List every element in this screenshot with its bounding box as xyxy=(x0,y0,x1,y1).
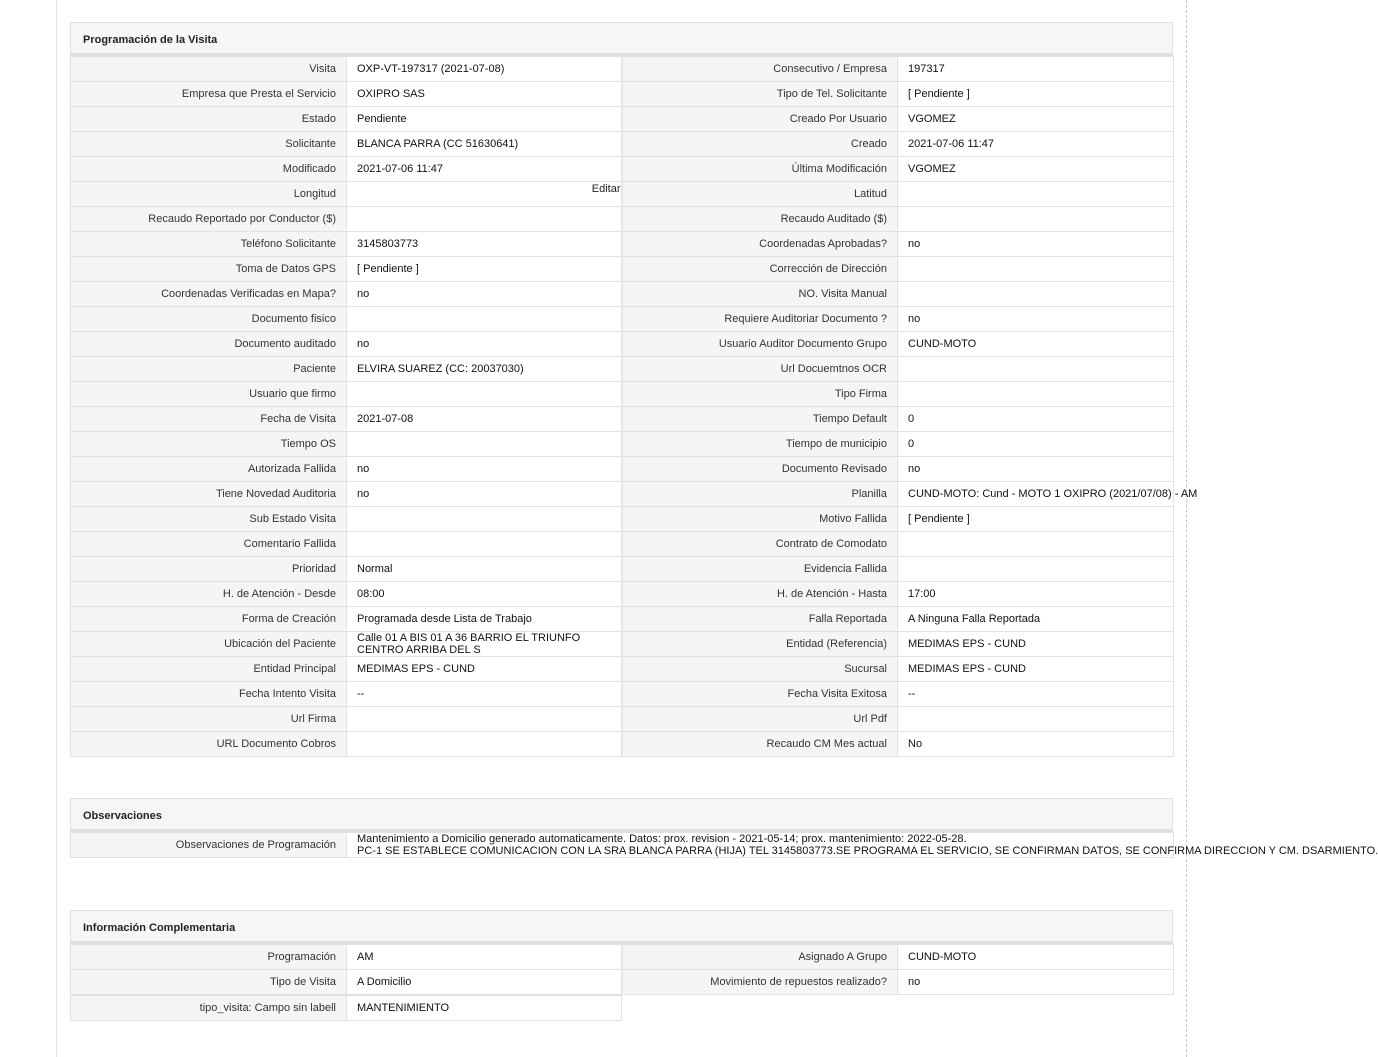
field-value-text: 2021-07-06 11:47 xyxy=(908,138,995,150)
field-value-text: 3145803773 xyxy=(357,238,419,250)
table-row xyxy=(71,607,1174,632)
field-label xyxy=(622,257,898,282)
field-value-text: -- xyxy=(908,688,916,700)
field-label-text: Tipo de Visita xyxy=(269,976,336,988)
field-label xyxy=(71,232,347,257)
field-label xyxy=(622,582,898,607)
field-label-text: Última Modificación xyxy=(791,163,887,175)
field-label xyxy=(622,307,898,332)
field-value xyxy=(898,507,1174,532)
field-value xyxy=(898,557,1174,582)
field-value-text: A Ninguna Falla Reportada xyxy=(908,613,1041,625)
field-value xyxy=(898,632,1174,657)
field-value xyxy=(347,132,622,157)
field-label-text: Programación xyxy=(267,951,336,963)
field-label-text: Prioridad xyxy=(291,563,336,575)
field-value-text: 2021-07-08 xyxy=(357,413,414,425)
field-label-text: Autorizada Fallida xyxy=(247,463,336,475)
field-label-text: Toma de Datos GPS xyxy=(235,263,336,275)
table-row xyxy=(71,407,1174,432)
table-row xyxy=(71,682,1174,707)
page-left-border xyxy=(56,0,57,1057)
field-value xyxy=(898,532,1174,557)
table-row xyxy=(71,833,1174,858)
field-label-text: Tiempo Default xyxy=(812,413,887,425)
field-value-text: CUND-MOTO: Cund - MOTO 1 OXIPRO (2021/07/08) - AM xyxy=(908,488,1198,500)
field-label xyxy=(622,107,898,132)
field-value-text: Pendiente xyxy=(357,113,407,125)
field-label xyxy=(71,107,347,132)
field-value xyxy=(898,157,1174,182)
field-value xyxy=(347,307,622,332)
field-label xyxy=(622,157,898,182)
field-label xyxy=(71,707,347,732)
field-label xyxy=(622,970,898,995)
field-value xyxy=(347,432,622,457)
field-value xyxy=(898,82,1174,107)
field-label xyxy=(71,207,347,232)
field-label xyxy=(622,182,898,207)
complementaria-extra-table xyxy=(70,995,622,1021)
complementaria-table xyxy=(70,944,1174,995)
table-row xyxy=(71,432,1174,457)
field-value-text: CUND-MOTO xyxy=(908,951,977,963)
field-value xyxy=(347,282,622,307)
field-label xyxy=(71,457,347,482)
field-label xyxy=(71,407,347,432)
field-label-text: Entidad Principal xyxy=(253,663,336,675)
table-row xyxy=(71,970,1174,995)
table-row xyxy=(71,707,1174,732)
field-value xyxy=(898,232,1174,257)
field-label xyxy=(622,232,898,257)
field-label xyxy=(622,657,898,682)
field-label xyxy=(622,132,898,157)
field-value-text: MEDIMAS EPS - CUND xyxy=(908,638,1026,650)
field-value xyxy=(347,945,622,970)
field-value-text: no xyxy=(357,488,370,500)
field-label xyxy=(622,945,898,970)
field-value-text: Programada desde Lista de Trabajo xyxy=(357,613,532,625)
field-label xyxy=(622,382,898,407)
field-label-text: Estado xyxy=(301,113,336,125)
field-value xyxy=(898,382,1174,407)
field-label xyxy=(622,357,898,382)
field-label xyxy=(622,407,898,432)
field-value xyxy=(898,582,1174,607)
field-label-text: Creado Por Usuario xyxy=(789,113,887,125)
field-value-text: VGOMEZ xyxy=(908,163,956,175)
field-label-text: Solicitante xyxy=(285,138,336,150)
field-value-text: VGOMEZ xyxy=(908,113,956,125)
field-label-text: Entidad (Referencia) xyxy=(786,638,887,650)
field-value xyxy=(898,657,1174,682)
field-label-text: Url Docuemtnos OCR xyxy=(780,363,887,375)
table-row xyxy=(71,996,622,1021)
field-value-text: no xyxy=(357,463,370,475)
field-label xyxy=(71,307,347,332)
field-label-text: Fecha Intento Visita xyxy=(238,688,336,700)
field-value-text: Normal xyxy=(357,563,393,575)
table-row xyxy=(71,207,1174,232)
field-label-text: Fecha de Visita xyxy=(260,413,336,425)
field-value-text: A Domicilio xyxy=(357,976,412,988)
field-label xyxy=(71,157,347,182)
field-value-text: -- xyxy=(357,688,365,700)
field-value xyxy=(347,357,622,382)
field-label: tipo_visita: Campo sin labell xyxy=(71,996,347,1021)
field-value xyxy=(898,707,1174,732)
field-value-text: Calle 01 A BIS 01 A 36 BARRIO EL TRIUNFO CENTRO ARRIBA DEL S xyxy=(357,632,581,656)
field-value-text: BLANCA PARRA (CC 51630641) xyxy=(357,138,519,150)
field-value-text: no xyxy=(908,238,921,250)
field-value xyxy=(898,107,1174,132)
field-label xyxy=(71,970,347,995)
field-value-text: No xyxy=(908,738,923,750)
observaciones-table xyxy=(70,832,1378,858)
table-row xyxy=(71,82,1174,107)
field-label-text: Usuario Auditor Documento Grupo xyxy=(718,338,887,350)
field-label xyxy=(71,532,347,557)
field-label xyxy=(622,82,898,107)
field-label xyxy=(71,582,347,607)
field-label-text: Sub Estado Visita xyxy=(249,513,336,525)
field-value xyxy=(898,182,1174,207)
table-row xyxy=(71,332,1174,357)
field-label-text: Planilla xyxy=(851,488,887,500)
field-label xyxy=(71,132,347,157)
field-label-text: Url Pdf xyxy=(853,713,887,725)
field-label xyxy=(622,632,898,657)
field-label-text: Movimiento de repuestos realizado? xyxy=(710,976,887,988)
field-value xyxy=(898,207,1174,232)
table-row xyxy=(71,157,1174,182)
field-label-text: Empresa que Presta el Servicio xyxy=(181,88,336,100)
field-label xyxy=(71,732,347,757)
field-label-text: Tiempo de municipio xyxy=(785,438,887,450)
field-label-text: Recaudo CM Mes actual xyxy=(766,738,887,750)
table-row xyxy=(71,457,1174,482)
field-value-text: 17:00 xyxy=(908,588,936,600)
table-row xyxy=(71,107,1174,132)
field-label-text: Coordenadas Verificadas en Mapa? xyxy=(161,288,336,300)
field-label xyxy=(71,632,347,657)
field-label xyxy=(71,332,347,357)
complementaria-header: Información Complementaria xyxy=(70,910,1173,944)
field-label-text: Usuario que firmo xyxy=(249,388,336,400)
field-value-text: CUND-MOTO xyxy=(908,338,977,350)
field-label xyxy=(622,607,898,632)
programacion-section xyxy=(70,22,1198,757)
field-value xyxy=(898,732,1174,757)
table-row xyxy=(71,945,1174,970)
field-value xyxy=(898,132,1174,157)
field-value xyxy=(347,82,622,107)
field-label xyxy=(622,707,898,732)
field-value xyxy=(898,357,1174,382)
field-value xyxy=(898,970,1174,995)
field-label-text: Coordenadas Aprobadas? xyxy=(759,238,887,250)
programacion-header: Programación de la Visita xyxy=(70,22,1173,56)
field-value xyxy=(347,157,622,182)
field-value xyxy=(347,382,622,407)
field-label-text: Tipo de Tel. Solicitante xyxy=(776,88,887,100)
observaciones-label: Observaciones de Programación xyxy=(71,833,347,858)
field-value xyxy=(898,457,1174,482)
field-value: MANTENIMIENTO xyxy=(347,996,622,1021)
field-label-text: Falla Reportada xyxy=(808,613,887,625)
field-label-text: Contrato de Comodato xyxy=(775,538,887,550)
field-label xyxy=(622,732,898,757)
field-value xyxy=(347,970,622,995)
table-row xyxy=(71,657,1174,682)
field-label xyxy=(71,82,347,107)
field-label xyxy=(622,332,898,357)
field-label xyxy=(622,507,898,532)
field-label-text: Modificado xyxy=(282,163,336,175)
field-label xyxy=(71,507,347,532)
field-value xyxy=(347,507,622,532)
observaciones-value xyxy=(347,833,1378,858)
field-label xyxy=(622,207,898,232)
field-value-text: OXIPRO SAS xyxy=(357,88,425,100)
field-value xyxy=(898,945,1174,970)
field-label xyxy=(71,557,347,582)
field-label-text: Paciente xyxy=(293,363,336,375)
field-label xyxy=(71,382,347,407)
table-row xyxy=(71,132,1174,157)
field-label-text: Corrección de Dirección xyxy=(769,263,887,275)
field-value xyxy=(347,682,622,707)
field-label xyxy=(622,282,898,307)
field-value-text: no xyxy=(908,976,921,988)
field-value-text: 2021-07-06 11:47 xyxy=(357,163,444,175)
field-value xyxy=(347,457,622,482)
field-label xyxy=(71,607,347,632)
field-label xyxy=(71,282,347,307)
field-label-text: H. de Atención - Desde xyxy=(222,588,336,600)
field-value xyxy=(898,682,1174,707)
field-label xyxy=(71,682,347,707)
table-row xyxy=(71,307,1174,332)
field-label xyxy=(71,945,347,970)
field-value xyxy=(347,257,622,282)
field-label xyxy=(622,57,898,82)
field-value xyxy=(347,607,622,632)
field-value xyxy=(347,182,622,207)
field-value xyxy=(347,657,622,682)
field-value-text: [ Pendiente ] xyxy=(908,513,970,525)
field-value xyxy=(347,557,622,582)
field-label xyxy=(71,482,347,507)
programacion-table xyxy=(70,56,1198,757)
table-row xyxy=(71,57,1174,82)
field-label-text: Recaudo Auditado ($) xyxy=(780,213,887,225)
field-label-text: URL Documento Cobros xyxy=(216,738,336,750)
field-label-text: Url Firma xyxy=(290,713,336,725)
field-value xyxy=(347,582,622,607)
field-value xyxy=(898,607,1174,632)
field-label-text: H. de Atención - Hasta xyxy=(776,588,887,600)
field-label xyxy=(622,457,898,482)
field-value xyxy=(347,632,622,657)
observaciones-line-1: Mantenimiento a Domicilio generado automaticamente. Datos: prox. revision - 2021-05-14; prox. mantenimiento: 2022-05-28. xyxy=(357,833,967,845)
field-value-text: 0 xyxy=(908,438,915,450)
field-value-text: ELVIRA SUAREZ (CC: 20037030) xyxy=(357,363,524,375)
table-row xyxy=(71,732,1174,757)
table-row xyxy=(71,557,1174,582)
field-value-text: 197317 xyxy=(908,63,945,75)
table-row xyxy=(71,582,1174,607)
field-value xyxy=(898,307,1174,332)
table-row xyxy=(71,257,1174,282)
field-label-text: Longitud xyxy=(293,188,336,200)
field-value-text: 08:00 xyxy=(357,588,385,600)
field-label-text: Documento auditado xyxy=(234,338,336,350)
field-value-text: no xyxy=(908,313,921,325)
table-row xyxy=(71,482,1174,507)
field-label-text: Asignado A Grupo xyxy=(798,951,887,963)
field-label-text: Sucursal xyxy=(844,663,887,675)
edit-link[interactable]: Editar xyxy=(591,183,621,195)
field-label xyxy=(622,557,898,582)
field-value xyxy=(898,482,1198,507)
field-label-text: Fecha Visita Exitosa xyxy=(787,688,887,700)
field-label-text: Teléfono Solicitante xyxy=(240,238,336,250)
field-label-text: Evidencia Fallida xyxy=(803,563,887,575)
field-value-text: MEDIMAS EPS - CUND xyxy=(357,663,475,675)
field-value xyxy=(347,57,622,82)
table-row xyxy=(71,507,1174,532)
field-label xyxy=(71,432,347,457)
field-value-text: OXP-VT-197317 (2021-07-08) xyxy=(357,63,505,75)
field-value xyxy=(347,207,622,232)
field-value xyxy=(898,432,1174,457)
field-value-text: MEDIMAS EPS - CUND xyxy=(908,663,1026,675)
table-row xyxy=(71,632,1174,657)
field-label-text: Tiempo OS xyxy=(280,438,336,450)
field-label-text: Latitud xyxy=(853,188,887,200)
field-value xyxy=(347,732,622,757)
table-row xyxy=(71,282,1174,307)
table-row xyxy=(71,182,1174,207)
complementaria-section xyxy=(70,910,1173,1021)
field-label-text: NO. Visita Manual xyxy=(798,288,887,300)
field-label-text: Comentario Fallida xyxy=(243,538,336,550)
field-value xyxy=(347,532,622,557)
field-label-text: Consecutivo / Empresa xyxy=(773,63,887,75)
observaciones-line-2: PC-1 SE ESTABLECE COMUNICACION CON LA SRA BLANCA PARRA (HIJA) TEL 3145803773.SE PROGRAMA EL SERVICIO, SE CONFIRMAN DATOS, SE CONFIRMA DIRECCION Y CM. DSARMIENTO. xyxy=(357,845,1378,857)
field-label-text: Documento fisico xyxy=(251,313,336,325)
field-label-text: Tiene Novedad Auditoria xyxy=(215,488,336,500)
field-label-text: Recaudo Reportado por Conductor ($) xyxy=(148,213,336,225)
field-label xyxy=(71,357,347,382)
field-value xyxy=(347,107,622,132)
field-label xyxy=(622,682,898,707)
field-value xyxy=(347,482,622,507)
field-label xyxy=(71,257,347,282)
field-label-text: Forma de Creación xyxy=(241,613,336,625)
field-value xyxy=(898,407,1174,432)
field-value xyxy=(898,282,1174,307)
field-label xyxy=(622,432,898,457)
field-label-text: Requiere Auditoriar Documento ? xyxy=(724,313,887,325)
field-value xyxy=(898,332,1174,357)
field-label-text: Creado xyxy=(850,138,887,150)
field-value-text: no xyxy=(357,338,370,350)
field-value-text: [ Pendiente ] xyxy=(357,263,419,275)
field-value-text: AM xyxy=(357,951,374,963)
observaciones-section xyxy=(70,798,1378,858)
field-value-text: [ Pendiente ] xyxy=(908,88,970,100)
field-label-text: Documento Revisado xyxy=(781,463,887,475)
field-value-text: 0 xyxy=(908,413,915,425)
field-value xyxy=(347,332,622,357)
field-label-text: Tipo Firma xyxy=(834,388,887,400)
table-row xyxy=(71,357,1174,382)
field-value xyxy=(347,707,622,732)
field-label-text: Motivo Fallida xyxy=(819,513,887,525)
observaciones-header: Observaciones xyxy=(70,798,1173,832)
table-row xyxy=(71,382,1174,407)
field-label xyxy=(71,57,347,82)
field-value xyxy=(898,257,1174,282)
field-value xyxy=(347,407,622,432)
field-label xyxy=(71,182,347,207)
field-label xyxy=(622,532,898,557)
field-value-text: no xyxy=(357,288,370,300)
page-right-divider xyxy=(1186,0,1187,1057)
field-label xyxy=(71,657,347,682)
field-label-text: Visita xyxy=(309,63,336,75)
field-label-text: Ubicación del Paciente xyxy=(224,638,336,650)
field-value xyxy=(898,57,1174,82)
table-row xyxy=(71,232,1174,257)
table-row xyxy=(71,532,1174,557)
field-value xyxy=(347,232,622,257)
field-value-text: no xyxy=(908,463,921,475)
field-label xyxy=(622,482,898,507)
